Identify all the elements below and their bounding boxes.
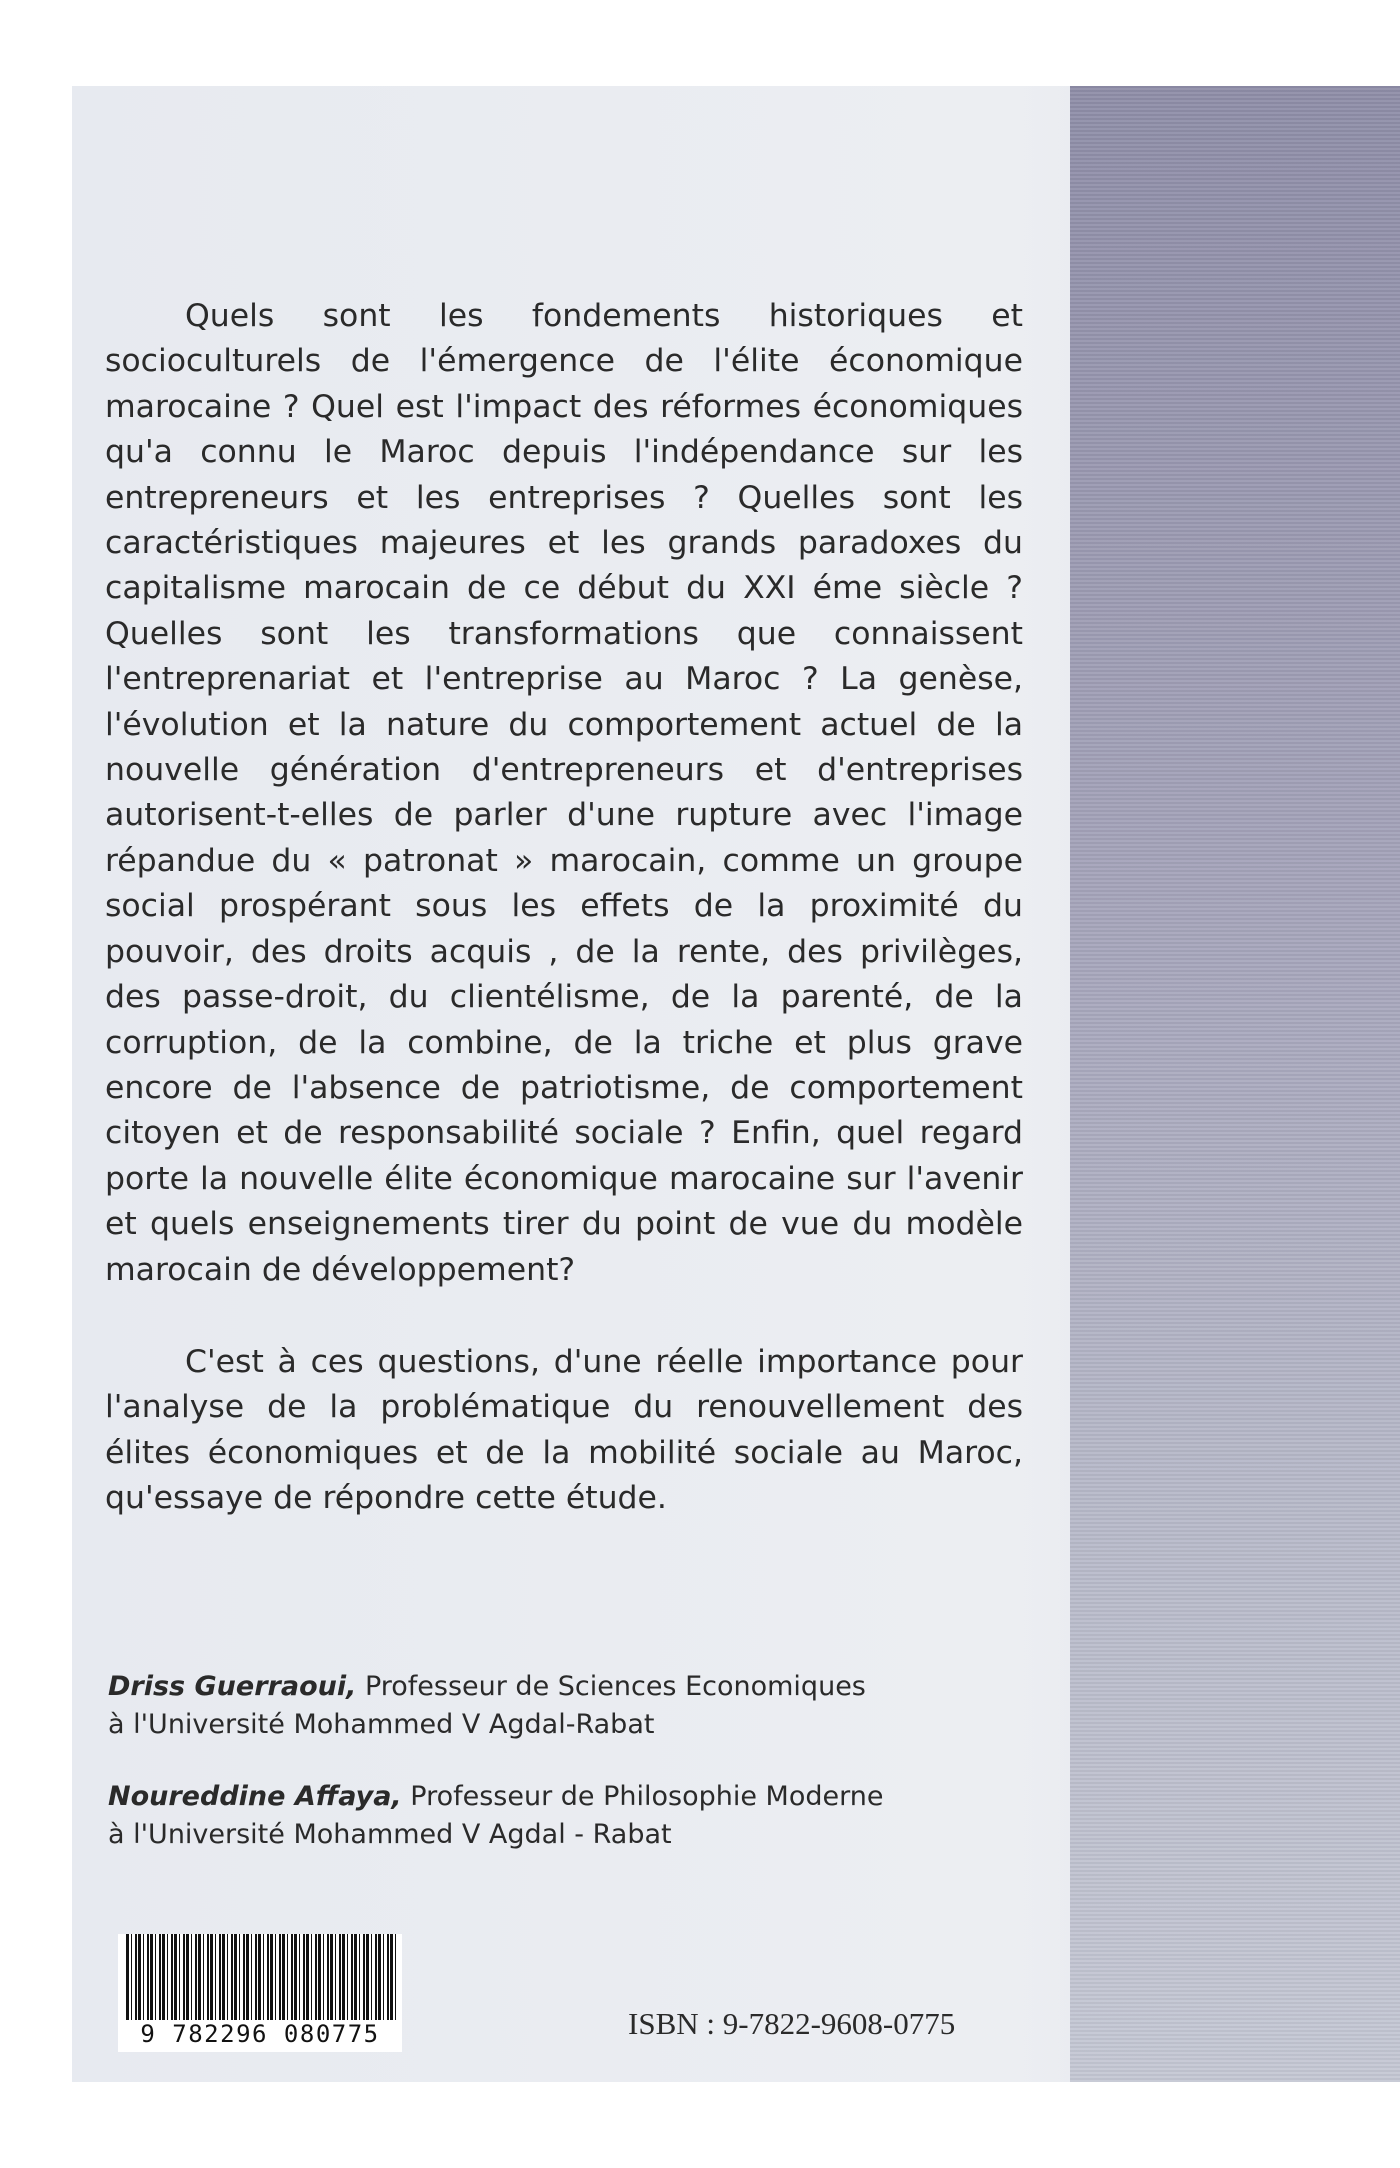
author-title: Professeur de Sciences Economiques <box>356 1671 866 1702</box>
author-entry <box>108 1778 1008 1854</box>
author-affiliation: à l'Université Mohammed V Agdal-Rabat <box>108 1709 655 1740</box>
cover-side-band <box>1070 86 1400 2082</box>
barcode <box>118 1934 402 2052</box>
barcode-bars <box>126 1934 396 2024</box>
barcode-digits: 9 782296 080775 <box>118 2020 402 2048</box>
author-title: Professeur de Philosophie Moderne <box>401 1781 884 1812</box>
author-name: Driss Guerraoui, <box>108 1671 357 1702</box>
blurb-paragraph-1: Quels sont les fondements historiques et socioculturels de l'émergence de l'élite économique marocaine ? Quel est l'impact des réformes économiques qu'a connu le Maroc depuis l'indépendance sur les entrepreneurs et les entreprises ? Quelles sont les caractéristiques majeures et les grands paradoxes du capitalisme marocain de ce début du XXI éme siècle ? Quelles sont les transformations que connaissent l'entreprenariat et l'entreprise au Maroc ? La genèse, l'évolution et la nature du comportement actuel de la nouvelle génération d'entrepreneurs et d'entreprises autorisent-t-elles de parler d'une rupture avec l'image répandue du « patronat » marocain, comme un groupe social prospérant sous les effets de la proximité du pouvoir, des droits acquis , de la rente, des privilèges, des passe-droit, du clientélisme, de la parenté, de la corruption, de la combine, de la triche et plus grave encore de l'absence de patriotisme, de comportement citoyen et de responsabilité sociale ? Enfin, quel regard porte la nouvelle élite économique marocaine sur l'avenir et quels enseignements tirer du point de vue du modèle marocain de développement? <box>105 298 1023 1288</box>
blurb <box>105 294 1023 1522</box>
author-name: Noureddine Affaya, <box>108 1781 402 1812</box>
author-affiliation: à l'Université Mohammed V Agdal - Rabat <box>108 1819 672 1850</box>
isbn-label: ISBN : 9-7822-9608-0775 <box>628 2006 956 2041</box>
author-entry <box>108 1668 1008 1744</box>
blurb-paragraph-2: C'est à ces questions, d'une réelle importance pour l'analyse de la problématique du renouvellement des élites économiques et de la mobilité sociale au Maroc, qu'essaye de répondre cette étude. <box>105 1343 1023 1517</box>
author-credits <box>108 1668 1008 1854</box>
